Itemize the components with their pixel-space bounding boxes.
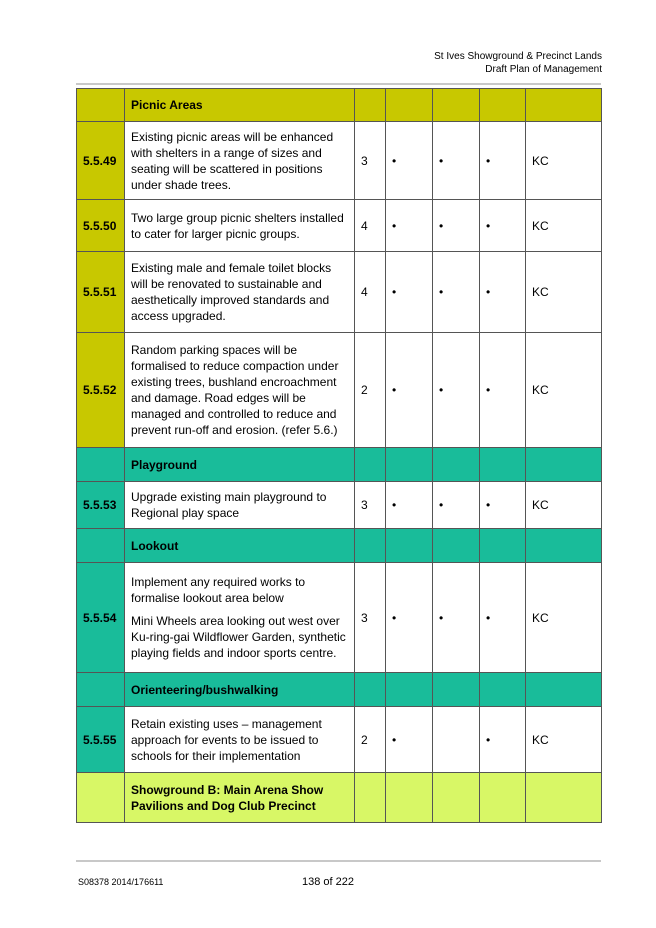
priority-cell — [355, 673, 386, 707]
item-number: 5.5.49 — [77, 122, 125, 200]
header-divider — [76, 83, 601, 85]
description-paragraph: Orienteering/bushwalking — [131, 682, 279, 697]
responsibility-cell: KC — [526, 707, 602, 773]
responsibility-cell: KC — [526, 252, 602, 333]
priority-cell — [355, 773, 386, 823]
timeframe-cell-1 — [386, 773, 433, 823]
description-paragraph: Retain existing uses – management approach for events to be issued to schools for their implementation — [131, 716, 322, 763]
timeframe-cell-3: • — [480, 333, 526, 448]
timeframe-cell-3: • — [480, 482, 526, 529]
responsibility-cell — [526, 448, 602, 482]
item-description — [125, 482, 355, 529]
timeframe-cell-3 — [480, 773, 526, 823]
item-number — [77, 448, 125, 482]
item-description — [125, 333, 355, 448]
timeframe-cell-3: • — [480, 122, 526, 200]
timeframe-cell-3 — [480, 89, 526, 122]
timeframe-cell-2 — [433, 707, 480, 773]
item-description — [125, 563, 355, 673]
table-body — [77, 89, 602, 823]
description-paragraph: Picnic Areas — [131, 98, 203, 112]
section-row — [77, 89, 602, 122]
timeframe-cell-1: • — [386, 563, 433, 673]
section-row — [77, 529, 602, 563]
action-plan-table — [76, 88, 602, 823]
priority-cell: 2 — [355, 333, 386, 448]
responsibility-cell: KC — [526, 563, 602, 673]
item-number: 5.5.52 — [77, 333, 125, 448]
responsibility-cell: KC — [526, 333, 602, 448]
table-row — [77, 252, 602, 333]
table-row — [77, 333, 602, 448]
description-paragraph: Showground B: Main Arena Show Pavilions and Dog Club Precinct — [131, 782, 324, 813]
description-paragraph: Random parking spaces will be formalised to reduce compaction under existing trees, bushland encroachment and damage. Road edges will be managed and controlled to reduce and prevent run-off and erosion. (refer 5.6.) — [131, 343, 339, 437]
description-paragraph: Mini Wheels area looking out west over Ku-ring-gai Wildflower Garden, synthetic playing fields and indoor sports centre. — [131, 614, 346, 660]
description-paragraph: Existing male and female toilet blocks will be renovated to sustainable and aesthetically improved standards and access upgraded. — [131, 261, 332, 323]
section-title — [125, 89, 355, 122]
item-number: 5.5.53 — [77, 482, 125, 529]
description-paragraph: Two large group picnic shelters installed to cater for larger picnic groups. — [131, 210, 344, 241]
responsibility-cell — [526, 529, 602, 563]
header-title: St Ives Showground & Precinct Lands — [434, 51, 602, 62]
section-row — [77, 673, 602, 707]
timeframe-cell-1 — [386, 529, 433, 563]
priority-cell: 3 — [355, 563, 386, 673]
section-title — [125, 773, 355, 823]
responsibility-cell — [526, 673, 602, 707]
timeframe-cell-3: • — [480, 200, 526, 252]
timeframe-cell-1: • — [386, 122, 433, 200]
timeframe-cell-1: • — [386, 482, 433, 529]
table-row — [77, 563, 602, 673]
item-number — [77, 773, 125, 823]
priority-cell — [355, 89, 386, 122]
priority-cell: 4 — [355, 252, 386, 333]
section-title — [125, 529, 355, 563]
responsibility-cell: KC — [526, 482, 602, 529]
timeframe-cell-2: • — [433, 200, 480, 252]
description-paragraph: Existing picnic areas will be enhanced with shelters in a range of sizes and seating will be scattered in positions under shade trees. — [131, 129, 334, 192]
timeframe-cell-3: • — [480, 707, 526, 773]
item-description — [125, 122, 355, 200]
responsibility-cell — [526, 89, 602, 122]
item-description — [125, 707, 355, 773]
timeframe-cell-2: • — [433, 252, 480, 333]
timeframe-cell-3 — [480, 448, 526, 482]
item-number: 5.5.51 — [77, 252, 125, 333]
item-number: 5.5.55 — [77, 707, 125, 773]
priority-cell: 2 — [355, 707, 386, 773]
item-number: 5.5.54 — [77, 563, 125, 673]
timeframe-cell-3: • — [480, 563, 526, 673]
timeframe-cell-1 — [386, 673, 433, 707]
table-row — [77, 200, 602, 252]
table-row — [77, 482, 602, 529]
description-paragraph: Playground — [131, 457, 198, 472]
timeframe-cell-2 — [433, 773, 480, 823]
responsibility-cell — [526, 773, 602, 823]
description-paragraph: Implement any required works to formalise lookout area below — [131, 575, 306, 605]
timeframe-cell-2 — [433, 448, 480, 482]
document-header — [434, 50, 602, 76]
section-title — [125, 448, 355, 482]
item-number — [77, 89, 125, 122]
responsibility-cell: KC — [526, 122, 602, 200]
timeframe-cell-1: • — [386, 707, 433, 773]
timeframe-cell-2: • — [433, 482, 480, 529]
timeframe-cell-2 — [433, 673, 480, 707]
timeframe-cell-2 — [433, 89, 480, 122]
timeframe-cell-3 — [480, 673, 526, 707]
priority-cell — [355, 448, 386, 482]
timeframe-cell-2: • — [433, 122, 480, 200]
responsibility-cell: KC — [526, 200, 602, 252]
timeframe-cell-1 — [386, 89, 433, 122]
section-title — [125, 673, 355, 707]
timeframe-cell-3 — [480, 529, 526, 563]
timeframe-cell-1 — [386, 448, 433, 482]
timeframe-cell-2: • — [433, 563, 480, 673]
description-paragraph: Upgrade existing main playground to Regional play space — [131, 490, 327, 520]
document-reference: S08378 2014/176611 — [78, 877, 164, 887]
timeframe-cell-2 — [433, 529, 480, 563]
item-number — [77, 529, 125, 563]
priority-cell: 3 — [355, 122, 386, 200]
priority-cell: 4 — [355, 200, 386, 252]
item-number — [77, 673, 125, 707]
section-row — [77, 773, 602, 823]
header-subtitle: Draft Plan of Management — [485, 64, 602, 75]
priority-cell — [355, 529, 386, 563]
item-number: 5.5.50 — [77, 200, 125, 252]
table-row — [77, 122, 602, 200]
timeframe-cell-3: • — [480, 252, 526, 333]
item-description — [125, 200, 355, 252]
timeframe-cell-1: • — [386, 252, 433, 333]
priority-cell: 3 — [355, 482, 386, 529]
timeframe-cell-2: • — [433, 333, 480, 448]
description-paragraph: Lookout — [131, 538, 179, 553]
section-row — [77, 448, 602, 482]
timeframe-cell-1: • — [386, 333, 433, 448]
table-row — [77, 707, 602, 773]
page-number: 138 of 222 — [302, 876, 354, 888]
timeframe-cell-1: • — [386, 200, 433, 252]
footer-divider — [76, 860, 601, 862]
item-description — [125, 252, 355, 333]
